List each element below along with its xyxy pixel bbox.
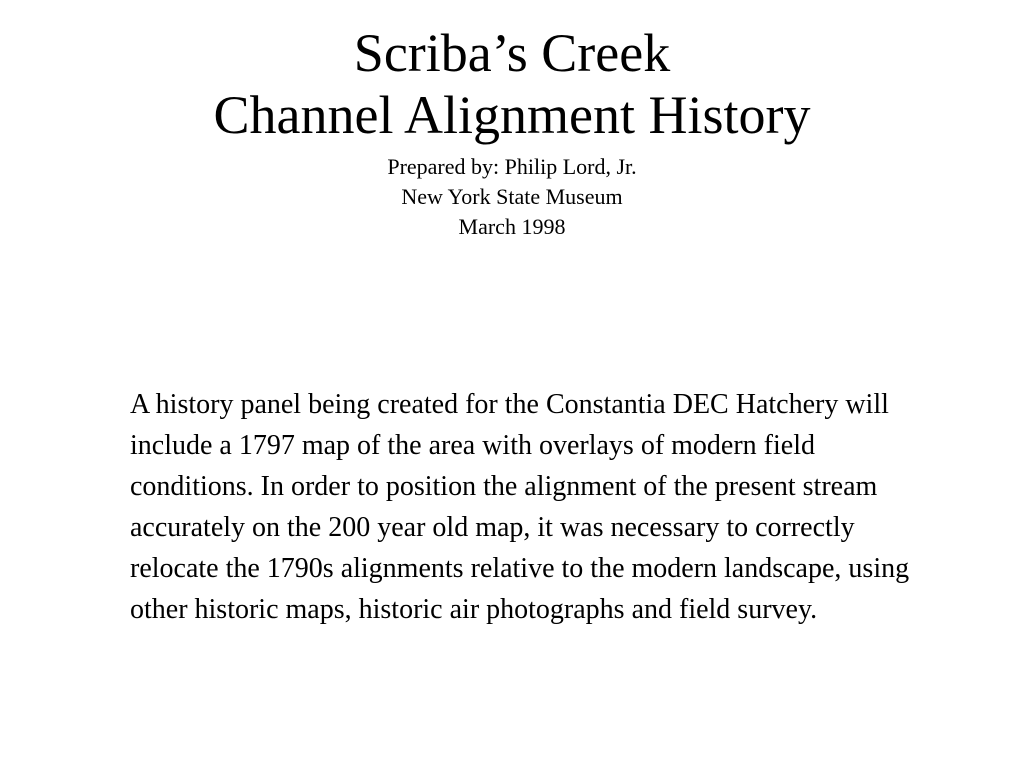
title-line-1: Scriba’s Creek	[353, 23, 671, 83]
title-block	[0, 22, 1024, 242]
date: March 1998	[458, 214, 566, 239]
body-paragraph: A history panel being created for the Constantia DEC Hatchery will include a 1797 map of the area with overlays of modern field conditions. In order to position the alignment of the present stream accurately on the 200 year old map, it was necessary to correctly relocate the 1790s alignments relative to the modern landscape, using other historic maps, historic air photographs and field survey.	[130, 389, 910, 625]
organization: New York State Museum	[401, 184, 623, 209]
prepared-by: Prepared by: Philip Lord, Jr.	[387, 154, 637, 179]
credits	[0, 152, 1024, 242]
title-line-2: Channel Alignment History	[213, 85, 811, 145]
